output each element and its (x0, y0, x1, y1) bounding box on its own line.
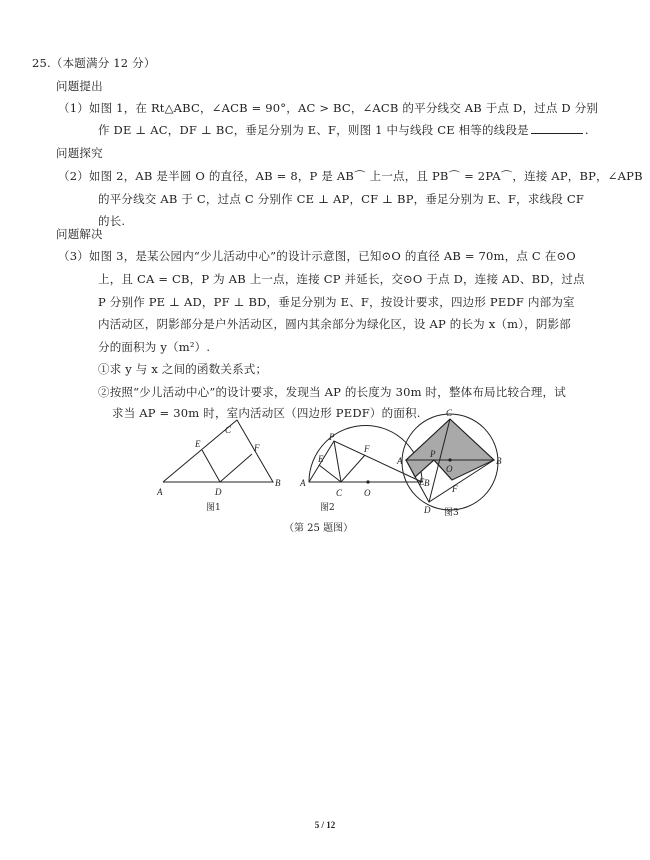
label-p: P (430, 449, 436, 459)
part3-sub2: 求当 AP = 30m 时，室内活动区（四边形 PEDF）的面积. (112, 406, 421, 420)
section-heading: 问题探究 (56, 146, 103, 160)
question-header: 25.（本题满分 12 分） (32, 56, 156, 70)
figure-3-caption: 图3 (444, 508, 459, 518)
section-heading: 问题解决 (56, 227, 103, 241)
label-d: D (215, 487, 222, 497)
label-e: E (195, 439, 201, 449)
part3-text: 上，且 CA = CB，P 为 AB 上一点，连接 CP 并延长，交⊙O 于点 D，连接 AD、BD，过点 (98, 272, 585, 286)
label-b: B (275, 478, 281, 488)
section-heading: 问题提出 (56, 79, 103, 93)
part1-text-line: 作 DE ⊥ AC，DF ⊥ BC，垂足分别为 E、F，则图 1 中与线段 CE 相等的线段是 (98, 123, 529, 137)
part3-text: 内活动区，阴影部分是户外活动区，圆内其余部分为绿化区，设 AP 的长为 x（m），阴影部 (98, 317, 571, 331)
perpendiculars (319, 455, 365, 482)
part3-text: （3）如图 3，是某公园内“少儿活动中心”的设计示意图，已知⊙O 的直径 AB = 70m，点 C 在⊙O (58, 249, 576, 263)
figure-3 (402, 414, 498, 510)
label-o: O (364, 488, 371, 498)
label-d: D (424, 505, 431, 515)
label-c: C (446, 408, 453, 418)
label-a: A (397, 456, 403, 466)
center-o-dot (448, 458, 451, 461)
part3-text: 分的面积为 y（m²）. (98, 340, 211, 354)
label-b: B (424, 478, 430, 488)
label-a: A (157, 487, 163, 497)
part2-text: （2）如图 2，AB 是半圆 O 的直径，AB = 8，P 是 AB⌒ 上一点，且 PB⌒ = 2PA⌒，连接 AP，BP，∠APB (58, 169, 643, 183)
label-f: F (364, 444, 370, 454)
label-b: B (496, 456, 502, 466)
part1-text-end: . (584, 123, 589, 137)
label-e: E (318, 454, 324, 464)
part3-text: P 分别作 PE ⊥ AD，PF ⊥ BD，垂足分别为 E、F，按设计要求，四边形 PEDF 内部为室 (98, 295, 575, 309)
part2-text: 的长. (98, 214, 126, 228)
label-c: C (225, 425, 232, 435)
figure-1-caption: 图1 (206, 503, 221, 513)
part3-sub1: ①求 y 与 x 之间的函数关系式； (98, 362, 268, 376)
center-o-dot (366, 480, 369, 483)
page-number: 5 / 12 (314, 820, 336, 830)
figures-caption: （第 25 题图） (284, 523, 354, 534)
label-p: P (329, 432, 335, 442)
part2-text: 的平分线交 AB 于 C，过点 C 分别作 CE ⊥ AP，CF ⊥ BP，垂足分别为 E、F，求线段 CF (98, 192, 585, 206)
figure-2-caption: 图2 (320, 503, 335, 513)
square-edcf (202, 450, 252, 482)
label-o: O (446, 464, 453, 474)
label-e: E (419, 477, 425, 487)
label-c: C (336, 488, 343, 498)
part3-sub2: ②按照“少儿活动中心”的设计要求，发现当 AP 的长度为 30m 时，整体布局比较合理，试 (98, 385, 566, 399)
label-a: A (300, 478, 306, 488)
part1-text: （1）如图 1，在 Rt△ABC，∠ACB = 90°，AC > BC，∠ACB 的平分线交 AB 于点 D，过点 D 分别 (58, 101, 599, 115)
label-f: F (254, 443, 260, 453)
label-f: F (452, 484, 458, 494)
bisector-pc (334, 441, 341, 482)
